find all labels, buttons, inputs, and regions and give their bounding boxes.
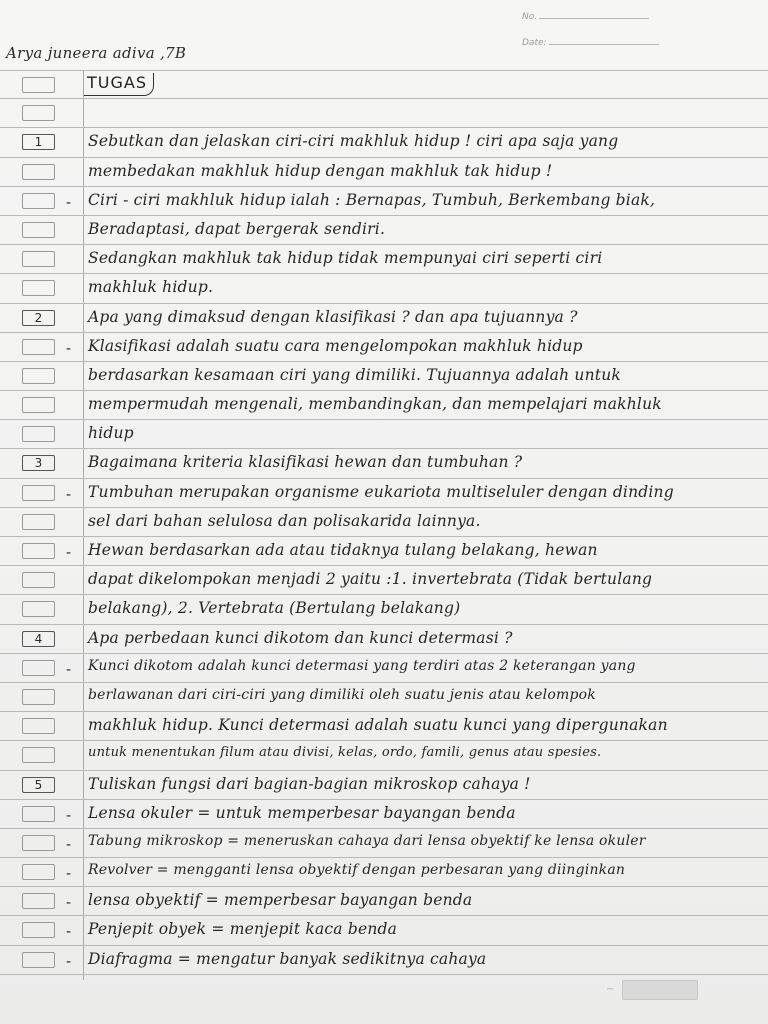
margin-box: [22, 689, 55, 705]
margin-box: [22, 601, 55, 617]
answer-dash: -: [66, 922, 72, 941]
answer-dash: -: [66, 543, 72, 561]
line-row: [0, 800, 768, 829]
answer-dash: -: [66, 484, 72, 503]
margin-box: [22, 251, 55, 267]
answer-dash: -: [66, 864, 72, 883]
margin-box: [22, 835, 55, 851]
line-row: [0, 946, 768, 975]
line-row: [0, 566, 768, 595]
handwritten-line: dapat dikelompokan menjadi 2 yaitu :1. invertebrata (Tidak bertulang: [88, 570, 653, 589]
handwritten-line: mempermudah mengenali, membandingkan, dan mempelajari makhluk: [88, 395, 662, 414]
line-row: [0, 420, 768, 449]
line-row: [0, 829, 768, 858]
handwritten-line: Apa perbedaan kunci dikotom dan kunci determasi ?: [88, 628, 513, 647]
handwritten-line: membedakan makhluk hidup dengan makhluk tak hidup !: [88, 161, 553, 180]
line-row: [0, 683, 768, 712]
margin-box: [22, 485, 55, 501]
line-row: [0, 158, 768, 187]
margin-box: [22, 397, 55, 413]
line-row: [0, 654, 768, 683]
margin-box: [22, 426, 55, 442]
margin-box: [22, 922, 55, 938]
date-line: [549, 44, 659, 45]
line-row: [0, 128, 768, 157]
student-name: Arya juneera adiva ,7B: [6, 44, 187, 62]
question-number-box: 4: [22, 631, 55, 647]
question-number-box: 3: [22, 455, 55, 471]
handwritten-line: Klasifikasi adalah suatu cara mengelompokan makhluk hidup: [88, 336, 583, 355]
footer-mark-icon: ~: [606, 984, 615, 995]
question-number-box: 1: [22, 134, 55, 150]
ruled-lines: [0, 70, 768, 975]
line-row: [0, 274, 768, 303]
handwritten-line: Bagaimana kriteria klasifikasi hewan dan tumbuhan ?: [88, 453, 523, 472]
question-number-box: 5: [22, 777, 55, 793]
handwritten-line: Lensa okuler = untuk memperbesar bayangan benda: [88, 803, 516, 822]
answer-dash: -: [66, 659, 72, 678]
handwritten-line: Ciri - ciri makhluk hidup ialah : Bernapas, Tumbuh, Berkembang biak,: [88, 190, 656, 209]
line-row: [0, 70, 768, 99]
margin-box: [22, 660, 55, 676]
handwritten-line: hidup: [88, 424, 134, 443]
handwritten-line: sel dari bahan selulosa dan polisakarida lainnya.: [88, 511, 481, 530]
margin-box: [22, 339, 55, 355]
question-number-box: 2: [22, 310, 55, 326]
date-field: [522, 38, 659, 48]
handwritten-line: Tuliskan fungsi dari bagian-bagian mikroskop cahaya !: [88, 774, 531, 793]
margin-box: [22, 806, 55, 822]
handwritten-line: Apa yang dimaksud dengan klasifikasi ? dan apa tujuannya ?: [88, 307, 578, 326]
line-row: [0, 304, 768, 333]
margin-box: [22, 193, 55, 209]
notebook-brand-badge: [622, 980, 698, 1000]
margin-box: [22, 747, 55, 763]
handwritten-line: Kunci dikotom adalah kunci determasi yang terdiri atas 2 keterangan yang: [88, 657, 636, 674]
line-row: [0, 99, 768, 128]
assignment-title-frame: [84, 73, 154, 96]
handwritten-line: Revolver = mengganti lensa obyektif dengan perbesaran yang diinginkan: [88, 862, 626, 879]
margin-box: [22, 280, 55, 296]
handwritten-line: Penjepit obyek = menjepit kaca benda: [88, 920, 398, 939]
handwritten-line: makhluk hidup. Kunci determasi adalah suatu kunci yang dipergunakan: [88, 716, 668, 735]
margin-box: [22, 952, 55, 968]
answer-dash: -: [66, 805, 72, 824]
line-row: [0, 887, 768, 916]
line-row: [0, 595, 768, 624]
margin-box: [22, 572, 55, 588]
handwritten-line: berlawanan dari ciri-ciri yang dimiliki oleh suatu jenis atau kelompok: [88, 686, 596, 703]
line-row: [0, 391, 768, 420]
handwritten-line: Beradaptasi, dapat bergerak sendiri.: [88, 219, 386, 238]
assignment-title: TUGAS: [87, 73, 147, 92]
line-row: [0, 537, 768, 566]
margin-box: [22, 718, 55, 734]
margin-box: [22, 105, 55, 121]
margin-box: [22, 514, 55, 530]
line-row: [0, 625, 768, 654]
line-row: [0, 508, 768, 537]
handwritten-line: Hewan berdasarkan ada atau tidaknya tulang belakang, hewan: [88, 541, 598, 559]
date-label: Date:: [522, 38, 547, 48]
margin-box: [22, 222, 55, 238]
handwritten-line: Tumbuhan merupakan organisme eukariota multiseluler dengan dinding: [88, 482, 674, 501]
line-row: [0, 916, 768, 945]
line-row: [0, 771, 768, 800]
margin-box: [22, 893, 55, 909]
margin-box: [22, 77, 55, 93]
answer-dash: -: [66, 834, 72, 853]
handwritten-line: Sedangkan makhluk tak hidup tidak mempunyai ciri seperti ciri: [88, 249, 603, 268]
handwritten-line: makhluk hidup.: [88, 278, 214, 297]
line-row: [0, 216, 768, 245]
line-row: [0, 449, 768, 478]
line-row: [0, 712, 768, 741]
line-row: [0, 479, 768, 508]
number-line: [539, 18, 649, 19]
line-row: [0, 362, 768, 391]
handwritten-line: untuk menentukan filum atau divisi, kelas, ordo, famili, genus atau spesies.: [88, 745, 602, 761]
line-row: [0, 245, 768, 274]
handwritten-line: Tabung mikroskop = meneruskan cahaya dari lensa obyektif ke lensa okuler: [88, 832, 646, 849]
answer-dash: -: [66, 192, 72, 211]
number-field: [522, 12, 649, 22]
line-row: [0, 333, 768, 362]
number-label: No.: [522, 12, 538, 22]
handwritten-line: berdasarkan kesamaan ciri yang dimiliki. Tujuannya adalah untuk: [88, 365, 622, 384]
line-row: [0, 187, 768, 216]
answer-dash: -: [66, 338, 72, 357]
line-row: [0, 858, 768, 887]
line-row: [0, 741, 768, 770]
handwritten-line: Diafragma = mengatur banyak sedikitnya cahaya: [88, 949, 487, 968]
margin-box: [22, 164, 55, 180]
margin-box: [22, 368, 55, 384]
answer-dash: -: [66, 893, 72, 912]
handwritten-line: Sebutkan dan jelaskan ciri-ciri makhluk hidup ! ciri apa saja yang: [88, 132, 619, 151]
handwritten-line: lensa obyektif = memperbesar bayangan benda: [88, 891, 473, 910]
handwritten-line: belakang), 2. Vertebrata (Bertulang belakang): [88, 599, 461, 618]
answer-dash: -: [66, 951, 72, 970]
margin-box: [22, 543, 55, 559]
margin-box: [22, 864, 55, 880]
